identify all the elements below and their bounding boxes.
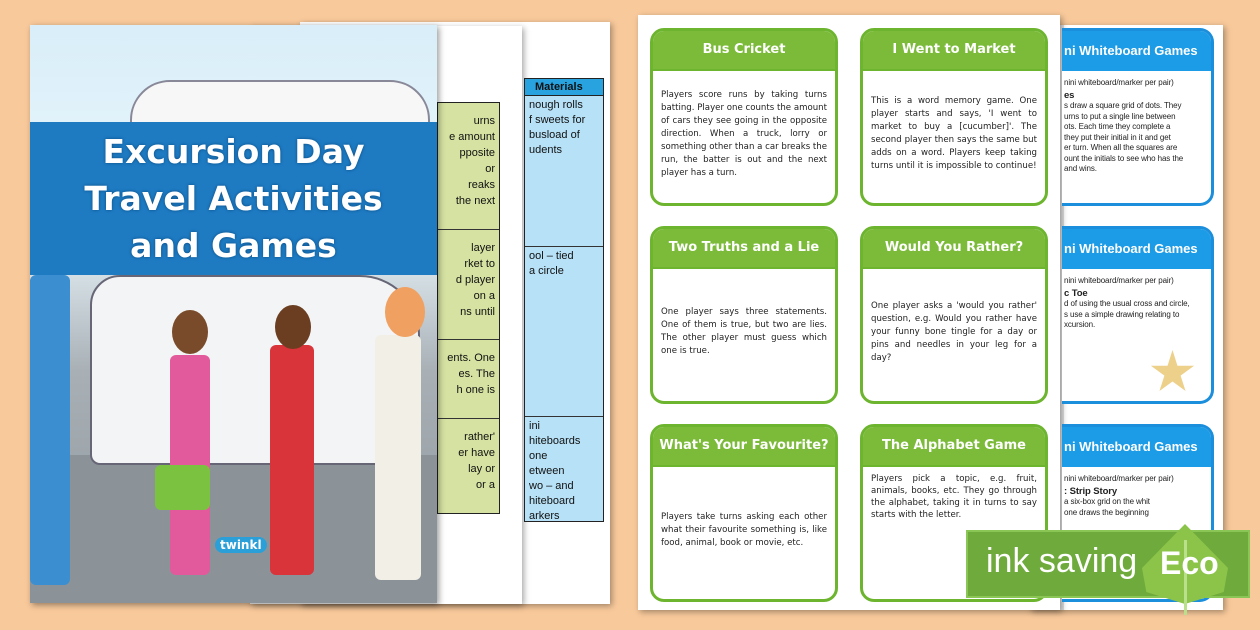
game-card [860,226,1048,404]
card-subtitle: : Strip Story [1064,485,1118,497]
card-line: one draws the beginning [1064,507,1149,517]
materials-cell: ini hiteboards one etween wo – and hiteboard arkers [529,420,581,522]
materials-column [524,96,604,522]
card-body: One player asks a 'would you rather' question, e.g. Would you rather have your funny bone tingle for a day or pins and needles in your leg for a day? [871,300,1037,363]
card-line: er turn. When all the squares are [1064,143,1178,152]
card-materials: nini whiteboard/marker per pair) [1064,78,1174,87]
game-card [650,226,838,404]
activity-cell: ents. One es. The h one is [438,340,499,419]
boy-illustration [270,345,314,575]
card-title: The Alphabet Game [863,427,1045,467]
activity-cell: rather' er have lay or or a [458,431,495,491]
girl-head [172,310,208,354]
card-line: they put their initial in it and get [1064,132,1171,142]
cover-page [30,25,437,603]
cover-title [30,122,437,275]
card-line: and wins. [1064,164,1097,173]
game-card [650,28,838,206]
card-line: ount the initials to see who has the [1064,153,1184,163]
activity-cell: layer rket to d player on a ns until [438,230,499,340]
card-subtitle: c Toe [1064,287,1088,299]
twinkl-logo: twinkl [215,537,267,553]
card-title: What's Your Favourite? [653,427,835,467]
card-subtitle: es [1064,89,1075,101]
card-line: a six-box grid on the whit [1064,497,1150,506]
card-line: xcursion. [1064,320,1096,329]
title-line: Travel Activities [84,179,383,218]
card-body: Players take turns asking each other what their favourite something is, like food, animal, book or movie, etc. [661,511,827,548]
card-body: One player says three statements. One of them is true, but two are lies. The other player must guess which one is true. [661,307,827,356]
blue-card [1062,28,1214,206]
card-materials: nini whiteboard/marker per pair) [1064,276,1174,285]
eco-badge-text: ink saving [986,542,1138,580]
card-materials: nini whiteboard/marker per pair) [1064,474,1174,483]
materials-cell: ool – tied a circle [525,247,603,417]
boy2-illustration [375,335,421,580]
card-body: Players pick a topic, e.g. fruit, animals, books, etc. They go through the alphabet, taking it in turns to say starts with the letter. [871,474,1037,520]
card-body: This is a word memory game. One player starts and says, 'I went to market to buy a [cucumber]'. The second player then says the same but adds on a word. Players keep taking turns until it is impossible to continue! [871,96,1037,171]
card-line: d of using the usual cross and circle, [1064,299,1190,308]
materials-header: Materials [524,78,604,96]
eco-label: Eco [1160,545,1219,581]
card-title: Would You Rather? [863,229,1045,269]
game-card [860,28,1048,206]
card-body: Players score runs by taking turns batting. Player one counts the amount of cars they see going in the opposite direction. When a truck, lorry or something other than a car breaks the run, the batter is out and the next player has a turn. [661,89,828,178]
boy-head [275,305,311,349]
card-title: ni Whiteboard Games [1062,427,1211,467]
card-title: ni Whiteboard Games [1062,229,1211,269]
teacher-illustration [30,275,70,585]
game-card [650,424,838,602]
card-line: s use a simple drawing relating to [1064,309,1180,319]
card-title: ni Whiteboard Games [1062,31,1211,71]
bus-illustration [90,275,420,465]
bag-illustration [155,465,210,510]
activity-column [437,102,500,514]
card-title: I Went to Market [863,31,1045,71]
materials-cell: nough rolls f sweets for busload of udents [525,96,603,247]
card-line: s draw a square grid of dots. They [1064,101,1182,110]
card-title: Bus Cricket [653,31,835,71]
card-line: urns to put a single line between [1064,111,1176,121]
title-line: Excursion Day [102,132,365,171]
card-line: ots. Each time they complete a [1064,122,1171,131]
card-title: Two Truths and a Lie [653,229,835,269]
title-line: and Games [130,226,337,265]
boy2-head [385,287,425,337]
blue-card [1062,226,1214,404]
activity-cell: urns e amount pposite or reaks the next [438,103,499,230]
